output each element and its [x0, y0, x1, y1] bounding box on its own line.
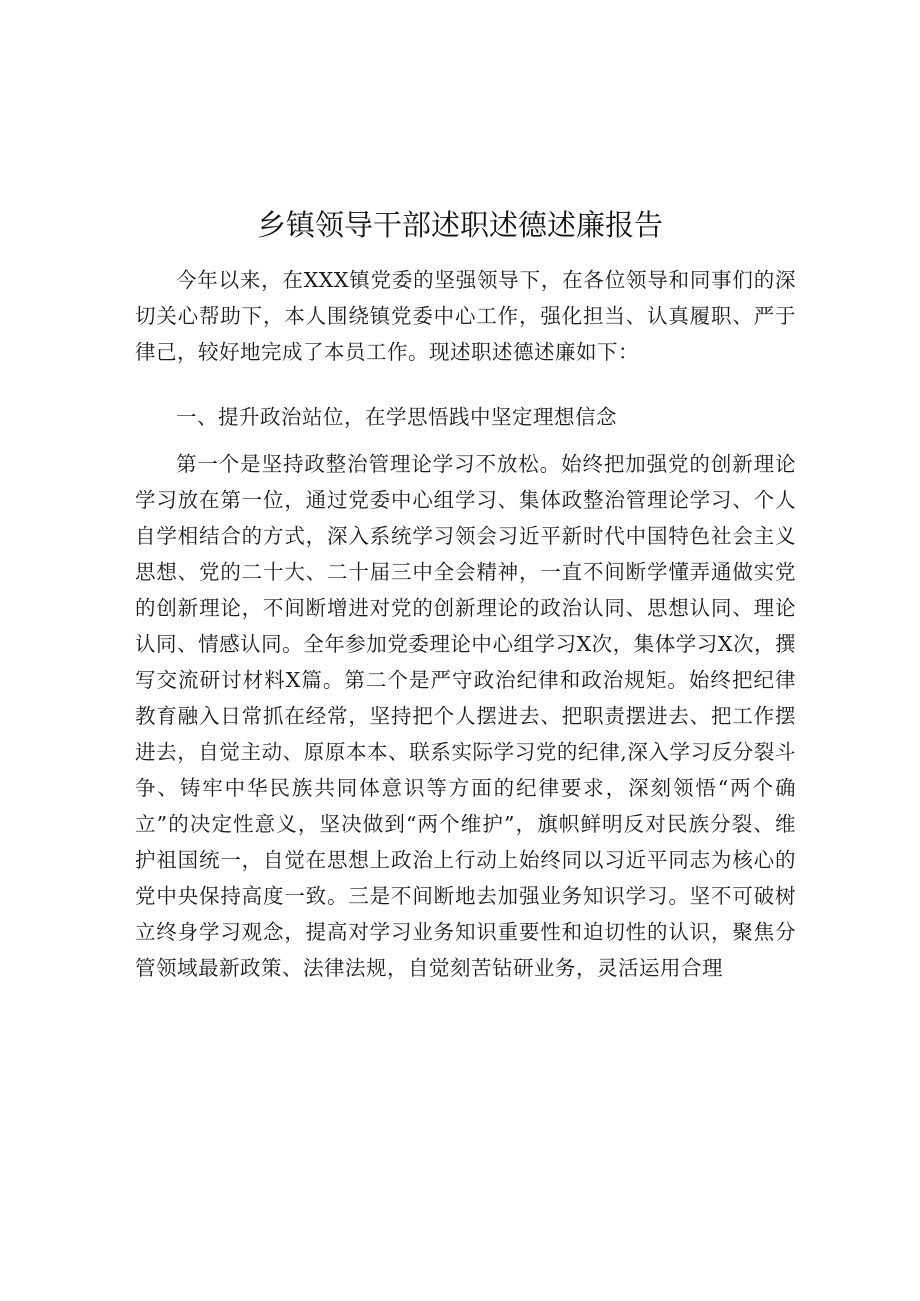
document-title: 乡镇领导干部述职述德述廉报告: [256, 208, 663, 242]
intro-paragraph: 今年以来，在XXX镇党委的坚强领导下，在各位领导和同事们的深切关心帮助下，本人围绕镇党委中心工作，强化担当、认真履职、严于律己，较好地完成了本员工作。现述职述德述廉如下：: [135, 268, 796, 364]
section-body-paragraph: 第一个是坚持政整治管理论学习不放松。始终把加强党的创新理论学习放在第一位，通过党委中心组学习、集体政整治管理论学习、个人自学相结合的方式，深入系统学习领会习近平新时代中国特色社会主义思想、党的二十大、二十届三中全会精神，一直不间断学懂弄通做实党的创新理论，不间断增进对党的创新理论的政治认同、思想认同、理论认同、情感认同。全年参加党委理论中心组学习X次，集体学习X次，撰写交流研讨材料X篇。第二个是严守政治纪律和政治规矩。始终把纪律教育融入日常抓在经常，坚持把个人摆进去、把职责摆进去、把工作摆进去，自觉主动、原原本本、联系实际学习党的纪律,深入学习反分裂斗争、铸牢中华民族共同体意识等方面的纪律要求，深刻领悟“两个确立”的决定性意义，坚决做到“两个维护”，旗帜鲜明反对民族分裂、维护祖国统一，自觉在思想上政治上行动上始终同以习近平同志为核心的党中央保持高度一致。三是不间断地去加强业务知识学习。坚不可破树立终身学习观念，提高对学习业务知识重要性和迫切性的认识，聚焦分管领域最新政策、法律法规，自觉刻苦钻研业务，灵活运用合理: [135, 452, 796, 980]
section-heading: 一、提升政治站位，在学思悟践中坚定理想信念: [176, 405, 617, 429]
